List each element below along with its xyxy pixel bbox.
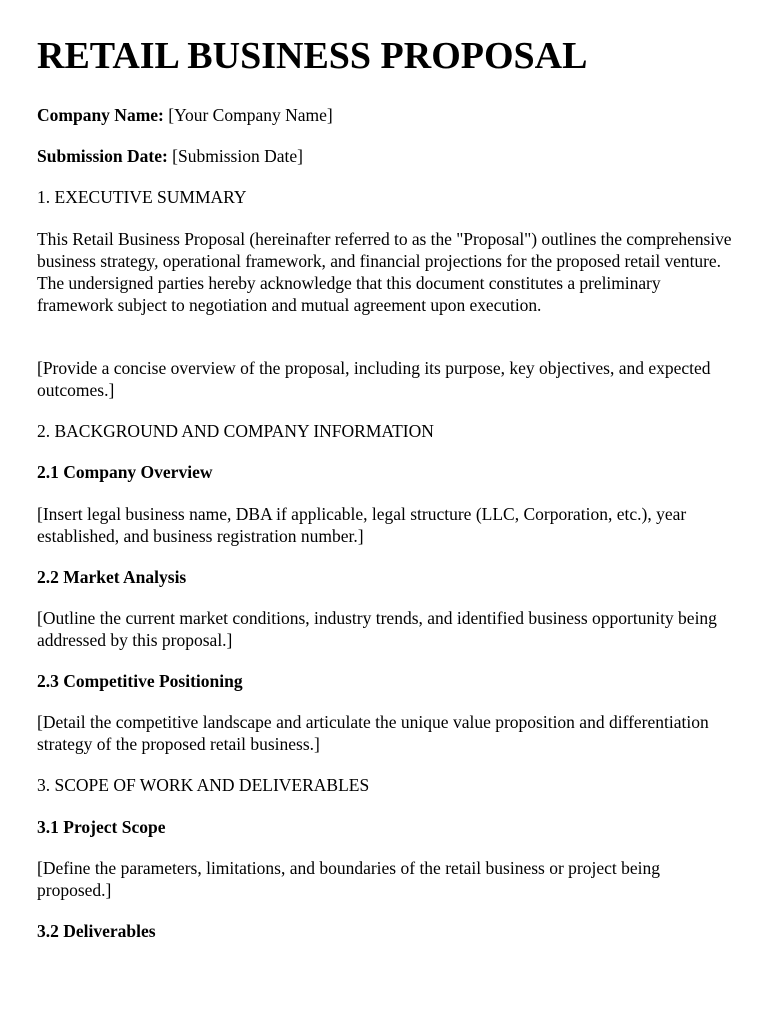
- section-3-1-heading: 3.1 Project Scope: [37, 817, 166, 837]
- section-1-heading: 1. EXECUTIVE SUMMARY: [37, 187, 247, 207]
- company-name-value: [Your Company Name]: [163, 105, 333, 125]
- submission-date-label: Submission Date:: [37, 146, 168, 166]
- submission-date-line: [37, 145, 737, 167]
- executive-summary-paragraph: This Retail Business Proposal (hereinafter referred to as the "Proposal") outlines the comprehensive business strategy, operational framework, and financial projections for the proposed retail venture. The undersigned parties hereby acknowledge that this document constitutes a preliminary framework subject to negotiation and mutual agreement upon execution.: [37, 229, 732, 315]
- section-3-heading: 3. SCOPE OF WORK AND DELIVERABLES: [37, 775, 370, 795]
- document-title: RETAIL BUSINESS PROPOSAL: [37, 35, 588, 77]
- executive-summary-placeholder: [Provide a concise overview of the proposal, including its purpose, key objectives, and expected outcomes.]: [37, 358, 711, 400]
- competitive-positioning-placeholder: [Detail the competitive landscape and articulate the unique value proposition and differentiation strategy of the proposed retail business.]: [37, 712, 709, 754]
- submission-date-value: [Submission Date]: [167, 146, 303, 166]
- project-scope-placeholder: [Define the parameters, limitations, and boundaries of the retail business or project being proposed.]: [37, 858, 661, 900]
- section-3-2-heading: 3.2 Deliverables: [37, 921, 156, 941]
- section-2-1-heading: 2.1 Company Overview: [37, 462, 213, 482]
- company-name-line: [37, 104, 737, 126]
- market-analysis-placeholder: [Outline the current market conditions, industry trends, and identified business opportunity being addressed by this proposal.]: [37, 608, 717, 650]
- section-2-heading: 2. BACKGROUND AND COMPANY INFORMATION: [37, 421, 434, 441]
- section-2-3-heading: 2.3 Competitive Positioning: [37, 671, 243, 691]
- company-overview-placeholder: [Insert legal business name, DBA if applicable, legal structure (LLC, Corporation, etc.), year established, and business registration number.]: [37, 504, 687, 546]
- company-name-label: Company Name:: [37, 105, 164, 125]
- section-2-2-heading: 2.2 Market Analysis: [37, 567, 187, 587]
